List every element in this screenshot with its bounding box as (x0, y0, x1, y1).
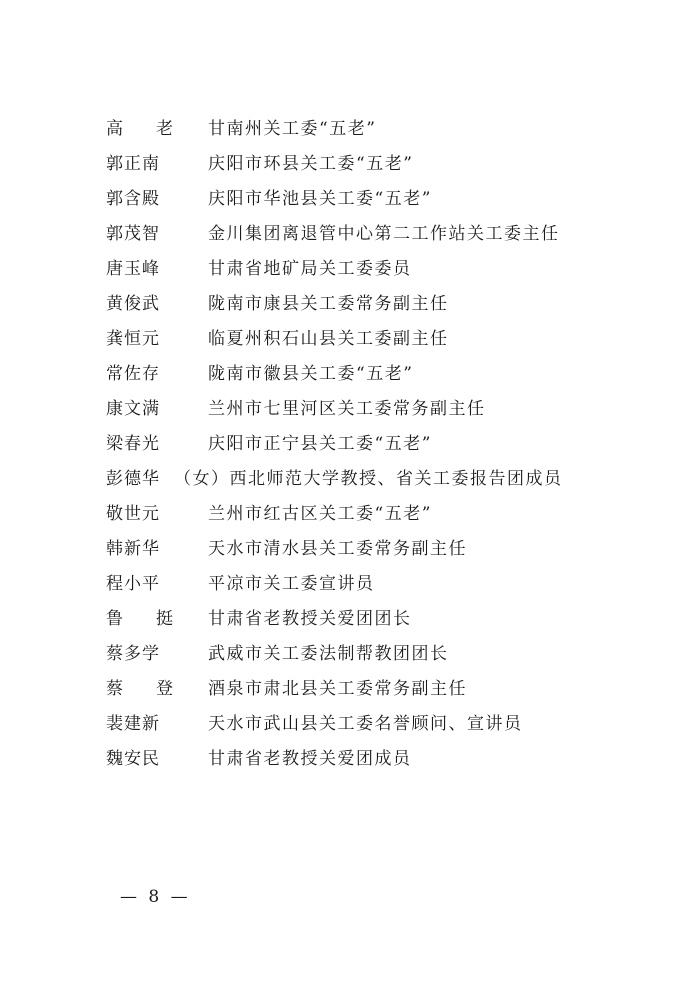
person-name: 蔡 登 (106, 679, 174, 699)
list-item (106, 569, 666, 604)
person-affiliation: 甘肃省老教授关爱团成员 (208, 749, 412, 769)
page-number: — 8 — (120, 887, 191, 907)
person-name: 黄俊武 (106, 294, 160, 314)
person-affiliation: 庆阳市华池县关工委“五老” (208, 189, 432, 209)
person-name: 郭含殿 (106, 189, 160, 209)
list-item (106, 184, 666, 219)
list-item (106, 289, 666, 324)
person-name: 韩新华 (106, 539, 160, 559)
list-item (106, 744, 666, 779)
person-name: 康文满 (106, 399, 160, 419)
person-affiliation: 金川集团离退管中心第二工作站关工委主任 (208, 224, 560, 244)
person-affiliation: 临夏州积石山县关工委副主任 (208, 329, 449, 349)
list-item (106, 534, 666, 569)
person-affiliation: 甘肃省老教授关爱团团长 (208, 609, 412, 629)
list-item (106, 394, 666, 429)
list-item (106, 604, 666, 639)
person-affiliation: 陇南市徽县关工委“五老” (208, 364, 414, 384)
list-item (106, 639, 666, 674)
list-item (106, 219, 666, 254)
person-affiliation: 甘肃省地矿局关工委委员 (208, 259, 412, 279)
person-name: 程小平 (106, 574, 160, 594)
person-name: 郭正南 (106, 154, 160, 174)
list-item (106, 254, 666, 289)
person-affiliation: 庆阳市环县关工委“五老” (208, 154, 414, 174)
person-affiliation: 甘南州关工委“五老” (208, 119, 377, 139)
person-affiliation: 庆阳市正宁县关工委“五老” (208, 434, 432, 454)
list-item (106, 149, 666, 184)
list-item (106, 464, 666, 499)
person-affiliation: （女）西北师范大学教授、省关工委报告团成员 (174, 469, 563, 489)
list-item (106, 429, 666, 464)
person-name: 魏安民 (106, 749, 160, 769)
person-affiliation: 天水市清水县关工委常务副主任 (208, 539, 467, 559)
person-affiliation: 武威市关工委法制帮教团团长 (208, 644, 449, 664)
person-name: 唐玉峰 (106, 259, 160, 279)
list-item (106, 674, 666, 709)
list-item (106, 499, 666, 534)
list-item (106, 359, 666, 394)
person-affiliation: 酒泉市肃北县关工委常务副主任 (208, 679, 467, 699)
person-affiliation: 天水市武山县关工委名誉顾问、宣讲员 (208, 714, 523, 734)
person-name: 常佐存 (106, 364, 160, 384)
person-name: 鲁 挺 (106, 609, 174, 629)
person-affiliation: 兰州市七里河区关工委常务副主任 (208, 399, 486, 419)
person-name: 龚恒元 (106, 329, 160, 349)
person-name: 高 老 (106, 119, 174, 139)
person-name: 裴建新 (106, 714, 160, 734)
person-name: 郭茂智 (106, 224, 160, 244)
list-item (106, 709, 666, 744)
list-item (106, 114, 666, 149)
person-name: 蔡多学 (106, 644, 160, 664)
person-affiliation: 陇南市康县关工委常务副主任 (208, 294, 449, 314)
person-affiliation: 兰州市红古区关工委“五老” (208, 504, 432, 524)
person-affiliation: 平凉市关工委宣讲员 (208, 574, 375, 594)
honoree-list (106, 114, 666, 779)
person-name: 梁春光 (106, 434, 160, 454)
person-name: 彭德华 (106, 469, 160, 489)
person-name: 敬世元 (106, 504, 160, 524)
list-item (106, 324, 666, 359)
